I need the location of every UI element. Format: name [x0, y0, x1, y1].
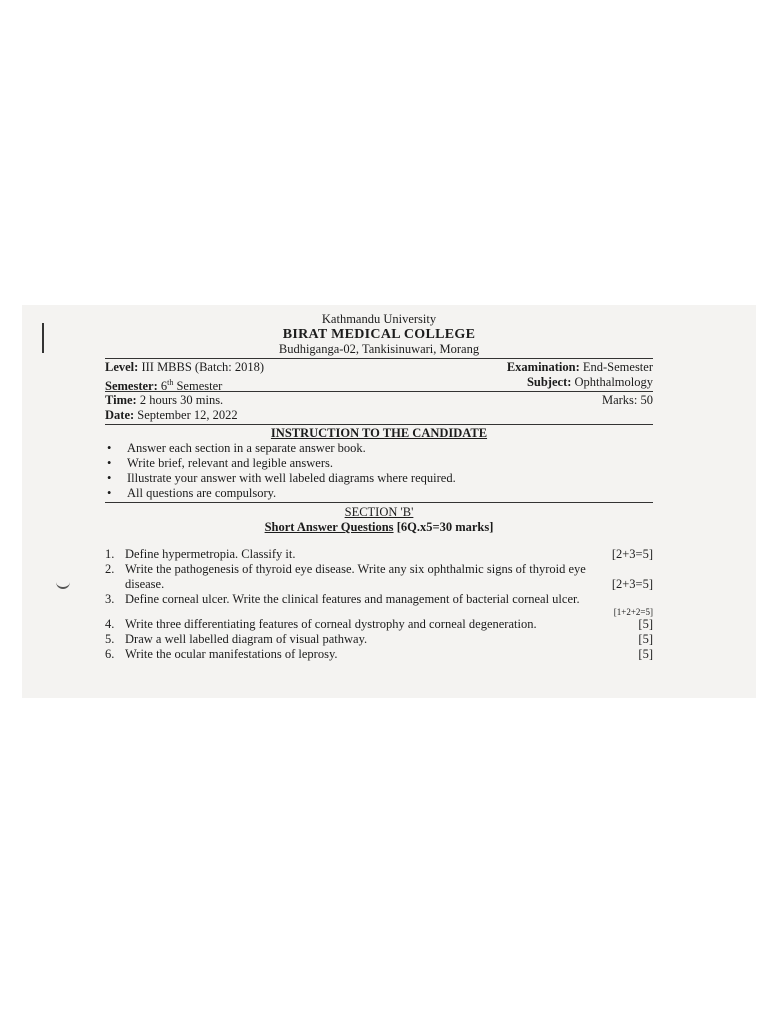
section-title-text: SECTION 'B'	[344, 505, 414, 519]
semester-label: Semester:	[105, 379, 158, 394]
question-marks: [5]	[638, 632, 653, 646]
time-label: Time:	[105, 393, 137, 407]
question-list	[105, 547, 653, 662]
question-marks: [5]	[638, 647, 653, 661]
section-subtitle-underlined: Short Answer Questions	[264, 520, 394, 534]
section-subtitle	[105, 520, 653, 535]
question-text: Draw a well labelled diagram of visual pathway.	[125, 632, 368, 646]
time-value: 2 hours 30 mins.	[139, 393, 224, 407]
question-text: Write three differentiating features of corneal dystrophy and corneal degeneration.	[125, 617, 537, 631]
college-address: Budhiganga-02, Tankisinuwari, Morang	[278, 342, 480, 356]
question-item	[105, 632, 653, 647]
instruction-text: Illustrate your answer with well labeled diagrams where required.	[127, 471, 456, 485]
time-marks-row	[105, 393, 653, 408]
question-item	[105, 562, 653, 592]
bullet: •	[107, 441, 112, 455]
section-subtitle-rest: [6Q.x5=30 marks]	[393, 520, 494, 534]
question-number: 6.	[105, 647, 115, 661]
question-number: 3.	[105, 592, 115, 606]
level-field	[105, 360, 264, 375]
level-exam-row	[105, 360, 653, 375]
question-marks: [2+3=5]	[611, 547, 653, 561]
question-item	[105, 647, 653, 662]
question-number: 2.	[105, 562, 115, 576]
exam-value: End-Semester	[582, 360, 653, 374]
semester-sup: th	[167, 378, 174, 387]
college-name: BIRAT MEDICAL COLLEGE	[282, 327, 476, 342]
semester-field	[105, 375, 223, 394]
question-marks: [2+3=5]	[611, 577, 653, 591]
instruction-text: All questions are compulsory.	[127, 486, 277, 500]
instructions-list	[105, 441, 653, 501]
question-text: Define corneal ulcer. Write the clinical features and management of bacterial corneal ulcer.	[125, 592, 580, 606]
question-number: 1.	[105, 547, 115, 561]
question-text: Write the pathogenesis of thyroid eye disease. Write any six ophthalmic signs of thyroid eye	[125, 562, 586, 576]
date-field	[105, 408, 238, 423]
question-marks: [1+2+2=5]	[613, 607, 653, 617]
subject-field	[527, 375, 653, 390]
list-item	[107, 456, 653, 471]
semester-subject-row	[105, 375, 653, 394]
marks-value: Marks: 50	[601, 393, 653, 407]
question-text: Write the ocular manifestations of leprosy.	[125, 647, 338, 661]
question-item	[105, 617, 653, 632]
section-title	[105, 505, 653, 520]
subject-value: Ophthalmology	[574, 375, 653, 389]
level-value: III MBBS (Batch: 2018)	[141, 360, 265, 374]
exam-label: Examination:	[506, 360, 580, 374]
divider	[105, 424, 653, 425]
question-item	[105, 547, 653, 562]
bullet: •	[107, 486, 112, 500]
list-item	[107, 471, 653, 486]
divider	[105, 358, 653, 359]
subject-label: Subject:	[526, 375, 572, 389]
exam-paper	[105, 312, 653, 692]
semester-word: Semester	[176, 379, 223, 394]
instructions-heading: INSTRUCTION TO THE CANDIDATE	[270, 426, 488, 440]
bullet: •	[107, 471, 112, 485]
question-text-cont: disease.	[125, 577, 165, 591]
level-label: Level:	[105, 360, 139, 374]
date-label: Date:	[105, 408, 135, 422]
university-name: Kathmandu University	[321, 312, 437, 326]
semester-num: 6	[160, 379, 168, 394]
list-item	[107, 441, 653, 456]
divider	[105, 502, 653, 503]
instruction-text: Write brief, relevant and legible answers.	[127, 456, 334, 470]
question-text: Define hypermetropia. Classify it.	[125, 547, 296, 561]
question-item	[105, 592, 653, 617]
date-row	[105, 408, 653, 423]
margin-mark	[42, 323, 44, 353]
list-item	[107, 486, 653, 501]
question-number: 4.	[105, 617, 115, 631]
bullet: •	[107, 456, 112, 470]
question-number: 5.	[105, 632, 115, 646]
question-marks: [5]	[638, 617, 653, 631]
exam-field	[507, 360, 653, 375]
time-field	[105, 393, 223, 408]
date-value: September 12, 2022	[137, 408, 238, 422]
instruction-text: Answer each section in a separate answer book.	[127, 441, 366, 455]
